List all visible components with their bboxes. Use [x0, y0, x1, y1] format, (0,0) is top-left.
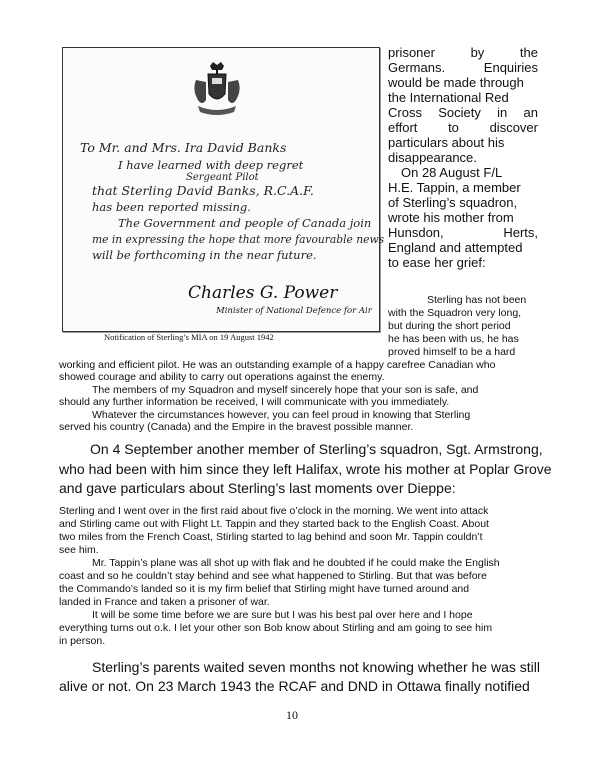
- right-line-5: Cross Society in an: [388, 105, 538, 120]
- armstrong-q-10: everything turns out o.k. I let your other son Bob know about Stirling and am going to see him: [59, 622, 493, 634]
- tappin-full-2: showed courage and ability to carry out operations against the enemy.: [59, 371, 385, 383]
- signature-title: Minister of National Defence for Air: [216, 306, 372, 316]
- right-line-12: wrote his mother from: [388, 210, 514, 225]
- armstrong-q-2: and Stirling came out with Flight Lt. Tappin and they started back to the English Coast. About: [59, 518, 489, 530]
- tappin-full-4: should any further information be received, I will communicate with you immediately.: [59, 396, 450, 408]
- right-line-1: prisoner by the: [388, 45, 538, 60]
- armstrong-q-9: It will be some time before we are sure but I was his best pal over here and I hope: [92, 609, 473, 621]
- right-line-15: to ease her grief:: [388, 255, 486, 270]
- armstrong-q-11: in person.: [59, 635, 106, 647]
- final-para-1: Sterling’s parents waited seven months not knowing whether he was still: [92, 659, 540, 675]
- armstrong-q-8: landed in France and taken a prisoner of war.: [59, 596, 270, 608]
- right-line-13: Hunsdon, Herts,: [388, 225, 538, 240]
- right-line-14: England and attempted: [388, 240, 523, 255]
- tappin-col-2: with the Squadron very long,: [388, 307, 522, 319]
- tappin-full-1: working and efficient pilot. He was an outstanding example of a happy carefree Canadian who: [59, 359, 496, 371]
- armstrong-para-1: On 4 September another member of Sterling’s squadron, Sgt. Armstrong,: [90, 441, 543, 457]
- armstrong-para-2: who had been with him since they left Halifax, wrote his mother at Poplar Grove: [59, 461, 552, 477]
- tappin-col-4: he has been with us, he has: [388, 333, 519, 345]
- card-line-1: I have learned with deep regret: [118, 158, 304, 172]
- right-line-2: Germans. Enquiries: [388, 60, 538, 75]
- tappin-col-5: proved himself to be a hard: [388, 346, 516, 358]
- card-caption: Notification of Sterling’s MIA on 19 August 1942: [104, 332, 274, 342]
- card-line-4: The Government and people of Canada join: [118, 216, 372, 230]
- signature: Charles G. Power: [188, 283, 338, 303]
- tappin-full-3: The members of my Squadron and myself sincerely hope that your son is safe, and: [92, 384, 479, 396]
- armstrong-para-3: and gave particulars about Sterling’s last moments over Dieppe:: [59, 480, 456, 496]
- right-line-7: particulars about his: [388, 135, 505, 150]
- card-line-2: that Sterling David Banks, R.C.A.F.: [92, 183, 314, 198]
- armstrong-q-4: see him.: [59, 544, 99, 556]
- coat-of-arms-icon: [188, 60, 246, 122]
- armstrong-q-7: the Commando’s landed so it is my firm belief that Stirling might have turned around and: [59, 583, 470, 595]
- card-line-3: has been reported missing.: [92, 200, 251, 214]
- final-para-2: alive or not. On 23 March 1943 the RCAF and DND in Ottawa finally notified: [59, 678, 530, 694]
- card-to-line: To Mr. and Mrs. Ira David Banks: [80, 140, 287, 155]
- armstrong-q-3: two miles from the French Coast, Stirling started to lag behind and soon Mr. Tappin couldn’t: [59, 531, 483, 543]
- armstrong-q-5: Mr. Tappin’s plane was all shot up with flak and he doubted if he could make the English: [92, 557, 500, 569]
- right-line-10: H.E. Tappin, a member: [388, 180, 521, 195]
- tappin-full-6: served his country (Canada) and the Empire in the bravest possible manner.: [59, 421, 414, 433]
- armstrong-q-1: Sterling and I went over in the first raid about five o’clock in the morning. We went into attack: [59, 505, 489, 517]
- card-line-5: me in expressing the hope that more favourable news: [92, 233, 385, 246]
- card-line-6: will be forthcoming in the near future.: [92, 248, 317, 262]
- tappin-col-3: but during the short period: [388, 320, 511, 332]
- right-line-11: of Sterling’s squadron,: [388, 195, 518, 210]
- card-rank: Sergeant Pilot: [186, 172, 259, 183]
- armstrong-q-6: coast and so he couldn’t stay behind and see what happened to Stirling. But that was before: [59, 570, 487, 582]
- right-line-4: the International Red: [388, 90, 509, 105]
- right-line-8: disappearance.: [388, 150, 477, 165]
- right-line-9: On 28 August F/L: [401, 165, 503, 180]
- right-line-6: effort to discover: [388, 120, 538, 135]
- page-number: 10: [286, 708, 298, 722]
- right-line-3: would be made through: [388, 75, 524, 90]
- tappin-col-1: Sterling has not been: [427, 294, 527, 306]
- tappin-full-5: Whatever the circumstances however, you can feel proud in knowing that Sterling: [92, 409, 471, 421]
